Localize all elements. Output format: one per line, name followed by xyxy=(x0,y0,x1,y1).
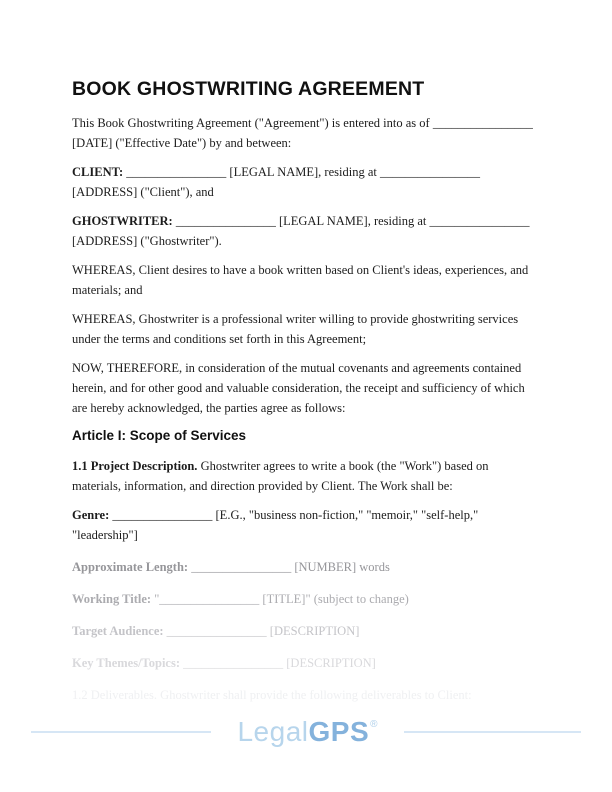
field-key-themes-label: Key Themes/Topics: xyxy=(72,656,180,670)
field-approximate-length xyxy=(72,557,536,577)
ghostwriter-label: GHOSTWRITER: xyxy=(72,214,173,228)
field-key-themes xyxy=(72,653,536,673)
legalgps-logo-gps: GPS xyxy=(308,716,370,747)
field-genre-label: Genre: xyxy=(72,508,110,522)
client-clause xyxy=(72,162,536,202)
ghostwriter-clause xyxy=(72,211,536,251)
registered-trademark-icon: ® xyxy=(370,719,378,730)
field-target-audience xyxy=(72,621,536,641)
footer-divider-right xyxy=(404,731,581,733)
intro-text: This Book Ghostwriting Agreement ("Agreement") is entered into as of ________________ [DATE] ("Effective Date") by and between: xyxy=(72,116,533,150)
now-therefore-clause: NOW, THEREFORE, in consideration of the mutual covenants and agreements contained herein, and for other good and valuable consideration, the receipt and sufficiency of which are hereby acknowledged, the parties agree as follows: xyxy=(72,361,525,415)
footer-divider-left xyxy=(31,731,211,733)
client-label: CLIENT: xyxy=(72,165,124,179)
field-key-themes-text: ________________ [DESCRIPTION] xyxy=(180,656,376,670)
field-target-audience-label: Target Audience: xyxy=(72,624,164,638)
footer xyxy=(0,712,612,752)
whereas-ghostwriter-clause: WHEREAS, Ghostwriter is a professional writer willing to provide ghostwriting services under the terms and conditions set forth in this Agreement; xyxy=(72,312,519,346)
whereas-client-clause: WHEREAS, Client desires to have a book written based on Client's ideas, experiences, and materials; and xyxy=(72,263,529,297)
section-1-1-text: Ghostwriter agrees to write a book (the "Work") based on materials, information, and direction provided by Client. The Work shall be: xyxy=(72,459,489,493)
client-text: ________________ [LEGAL NAME], residing at ________________ [ADDRESS] ("Client"), and xyxy=(72,165,480,199)
section-1-1-label: 1.1 Project Description. xyxy=(72,459,198,473)
ghostwriter-text: ________________ [LEGAL NAME], residing at ________________ [ADDRESS] ("Ghostwriter"). xyxy=(72,214,530,248)
article-1-heading: Article I: Scope of Services xyxy=(72,428,247,443)
field-target-audience-text: ________________ [DESCRIPTION] xyxy=(163,624,360,638)
legalgps-logo xyxy=(237,718,377,746)
legalgps-logo-legal: Legal xyxy=(237,716,309,747)
document-title: BOOK GHOSTWRITING AGREEMENT xyxy=(72,78,425,100)
field-genre xyxy=(72,505,536,545)
field-working-title xyxy=(72,589,536,609)
field-working-title-text: "________________ [TITLE]" (subject to change) xyxy=(151,592,409,606)
faded-section-1-2: 1.2 Deliverables. Ghostwriter shall provide the following deliverables to Client: xyxy=(72,688,472,702)
field-genre-text: ________________ [E.G., "business non-fiction," "memoir," "self-help," "leadership"] xyxy=(72,508,479,542)
field-approximate-length-label: Approximate Length: xyxy=(72,560,189,574)
field-working-title-label: Working Title: xyxy=(72,592,152,606)
field-approximate-length-text: ________________ [NUMBER] words xyxy=(188,560,390,574)
section-1-1-paragraph xyxy=(72,456,536,496)
intro-paragraph xyxy=(72,113,536,153)
